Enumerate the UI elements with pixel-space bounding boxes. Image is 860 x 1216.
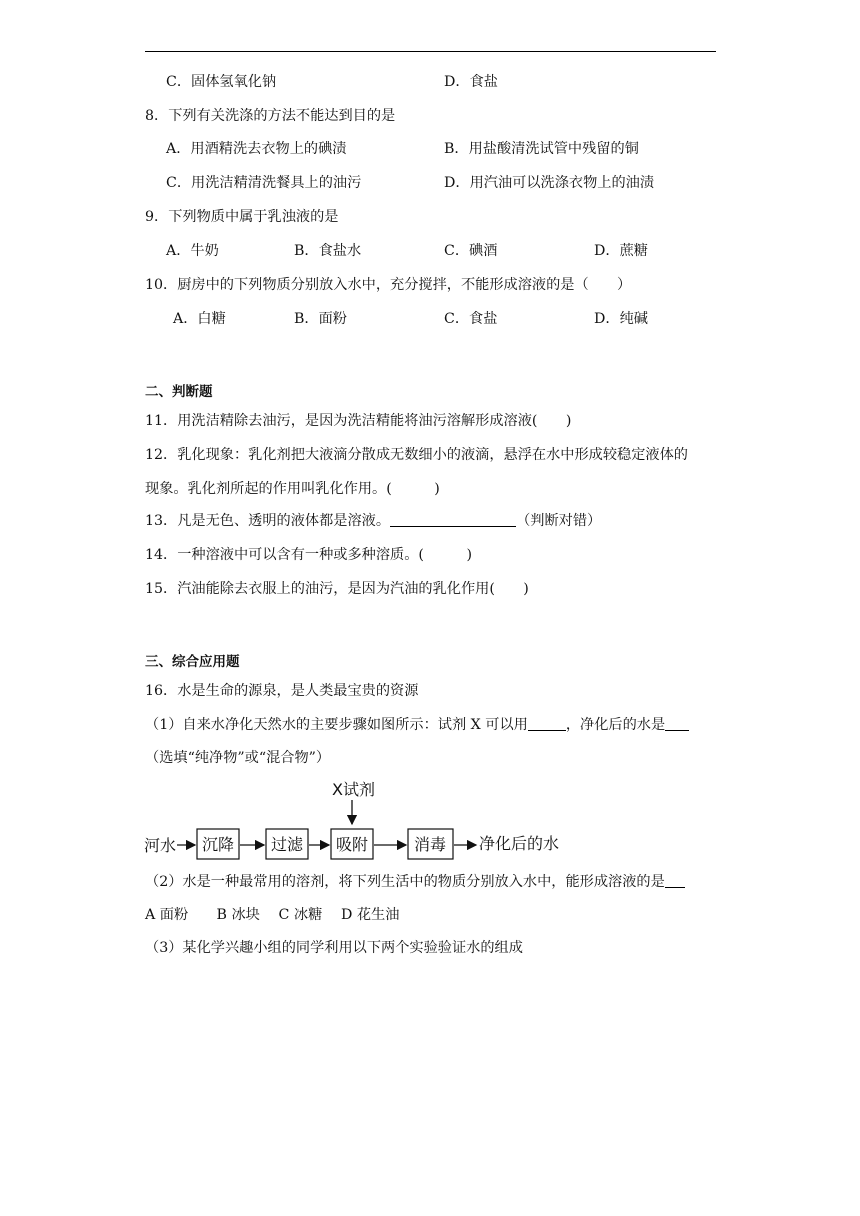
q16-part1-mid: ，净化后的水是 (565, 717, 666, 733)
q10-option-b: B．面粉 (294, 311, 347, 327)
q11: 11．用洗洁精除去油污，是因为洗洁精能将油污溶解形成溶液( ) (145, 413, 572, 429)
q9-option-b: B．食盐水 (294, 243, 362, 259)
q8-option-b: B．用盐酸清洗试管中残留的铜 (444, 141, 639, 157)
q12-line2: 现象。乳化剂所起的作用叫乳化作用。( ) (145, 481, 440, 497)
header-rule (145, 51, 716, 52)
q16-part2 (145, 872, 685, 892)
q8-option-d: D．用汽油可以洗涤衣物上的油渍 (444, 175, 655, 191)
q10-option-a: A．白糖 (173, 311, 226, 327)
q16-part1-line2: （选填“纯净物”或“混合物”） (145, 750, 331, 766)
q16-part3: （3）某化学兴趣小组的同学利用以下两个实验验证水的组成 (145, 940, 523, 956)
q10-option-d: D．纯碱 (594, 311, 648, 327)
step-1-label: 沉降 (202, 835, 235, 854)
q10-option-c: C．食盐 (444, 311, 498, 327)
result-label: 净化后的水 (479, 834, 560, 853)
q7-option-d: D．食盐 (444, 74, 498, 90)
q9-option-c: C．碘酒 (444, 243, 498, 259)
q13-text: 13．凡是无色、透明的液体都是溶液。 (145, 513, 391, 529)
q9-stem: 9．下列物质中属于乳浊液的是 (145, 209, 339, 225)
q15: 15．汽油能除去衣服上的油污，是因为汽油的乳化作用( ) (145, 581, 529, 597)
q13-suffix: （判断对错） (516, 513, 602, 529)
q13-answer-blank[interactable] (390, 511, 516, 527)
q8-option-a: A．用酒精洗去衣物上的碘渍 (166, 141, 347, 157)
step-2-label: 过滤 (271, 835, 304, 854)
step-4-label: 消毒 (414, 835, 447, 854)
section-3-title: 三、综合应用题 (145, 654, 240, 670)
water-purification-diagram (140, 778, 570, 863)
q9-option-a: A．牛奶 (166, 243, 219, 259)
section-2-title: 二、判断题 (145, 384, 213, 400)
reagent-answer-blank[interactable] (528, 715, 566, 731)
q16-stem: 16．水是生命的源泉，是人类最宝贵的资源 (145, 683, 419, 699)
q12-line1: 12．乳化现象：乳化剂把大液滴分散成无数细小的液滴，悬浮在水中形成较稳定液体的 (145, 447, 688, 463)
q16-part2-text: （2）水是一种最常用的溶剂，将下列生活中的物质分别放入水中，能形成溶液的是 (145, 874, 665, 890)
q8-stem: 8．下列有关洗涤的方法不能达到目的是 (145, 108, 396, 124)
q8-option-c: C．用洗洁精清洗餐具上的油污 (166, 175, 362, 191)
water-type-answer-blank[interactable] (665, 715, 689, 731)
q16-part2-options: A 面粉 B 冰块 C 冰糖 D 花生油 (145, 907, 400, 923)
step-3-label: 吸附 (336, 835, 369, 854)
q16-part1-text: （1）自来水净化天然水的主要步骤如图所示：试剂 X 可以用 (145, 717, 528, 733)
q9-option-d: D．蔗糖 (594, 243, 648, 259)
reagent-label: X试剂 (332, 780, 375, 799)
q16-part1 (145, 715, 689, 735)
source-label: 河水 (144, 836, 177, 855)
q7-option-c: C．固体氢氧化钠 (166, 74, 277, 90)
q13 (145, 511, 601, 531)
q10-stem: 10．厨房中的下列物质分别放入水中，充分搅拌，不能形成溶液的是（ ） (145, 277, 632, 293)
solution-answer-blank[interactable] (665, 872, 685, 888)
q14: 14．一种溶液中可以含有一种或多种溶质。( ) (145, 547, 473, 563)
